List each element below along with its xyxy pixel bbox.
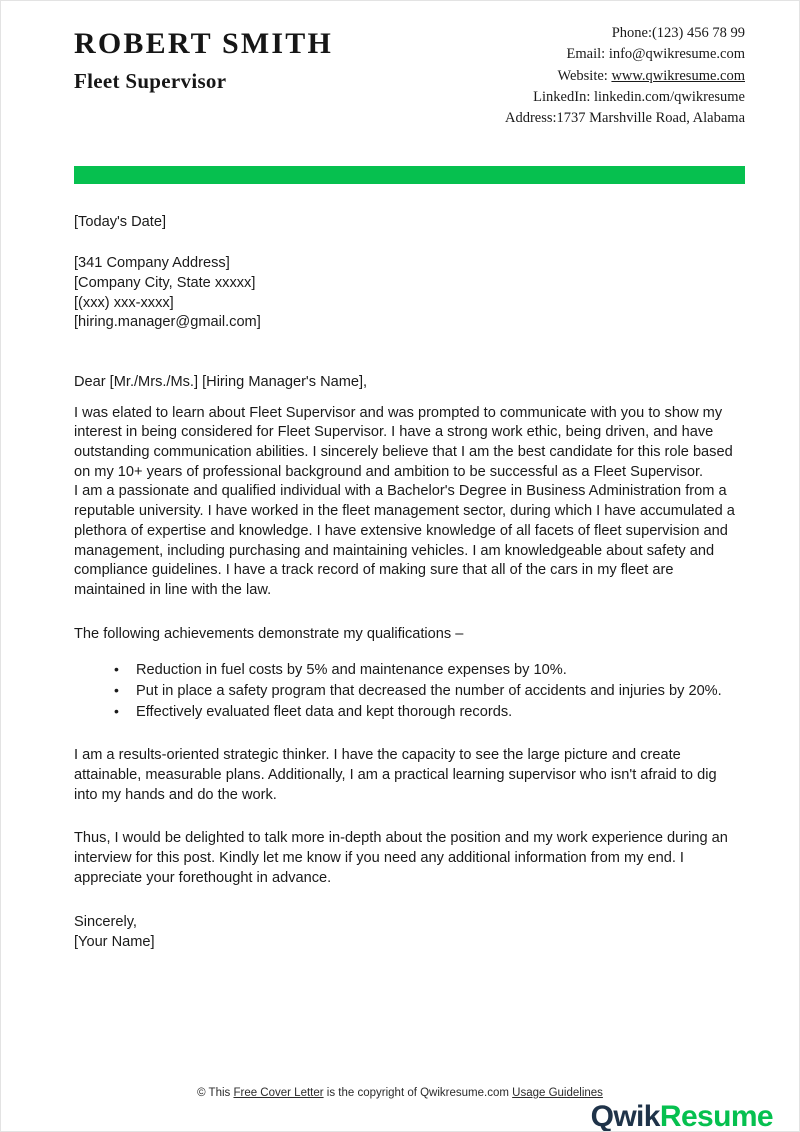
identity-block bbox=[74, 23, 333, 95]
logo-text-qwik: Qwik bbox=[590, 1100, 660, 1132]
paragraph-3: I am a results-oriented strategic thinker. I have the capacity to see the large picture and create attainable, measurable plans. Additionally, I am a practical learning supervisor who isn't afraid to dig into my hands and do the work. bbox=[74, 747, 717, 803]
document-footer bbox=[1, 1080, 799, 1132]
contact-website-link[interactable]: www.qwikresume.com bbox=[611, 67, 745, 84]
recipient-line: [hiring.manager@gmail.com] bbox=[74, 314, 261, 331]
recipient-block bbox=[74, 254, 739, 333]
salutation: Dear [Mr./Mrs./Ms.] [Hiring Manager's Name], bbox=[74, 374, 368, 390]
paragraph-4: Thus, I would be delighted to talk more in-depth about the position and my work experience during an interview for this post. Kindly let me know if you need any additional information from my end. I appreciate your forethought in advance. bbox=[74, 830, 728, 886]
closing-line: Sincerely, bbox=[74, 914, 137, 931]
contact-address: Address:1737 Marshville Road, Alabama bbox=[504, 110, 745, 127]
letter-body bbox=[1, 213, 799, 953]
accent-bar bbox=[74, 166, 745, 184]
footer-copyright bbox=[1, 1087, 799, 1099]
achievements-list bbox=[74, 661, 739, 722]
achievements-intro: The following achievements demonstrate my qualifications – bbox=[74, 625, 464, 642]
signoff-block bbox=[74, 913, 739, 952]
contact-email: Email: info@qwikresume.com bbox=[566, 46, 745, 63]
contact-website bbox=[505, 66, 745, 87]
qwikresume-logo bbox=[591, 1102, 773, 1132]
applicant-name: ROBERT SMITH bbox=[74, 27, 334, 60]
contact-website-label: Website: bbox=[557, 67, 612, 84]
list-item: • Reduction in fuel costs by 5% and maintenance expenses by 10%. bbox=[136, 661, 739, 681]
list-item: • Put in place a safety program that decreased the number of accidents and injuries by 20%. bbox=[136, 682, 739, 702]
footer-copyright-middle: is the copyright of Qwikresume.com bbox=[323, 1087, 513, 1099]
recipient-line: [Company City, State xxxxx] bbox=[74, 274, 256, 291]
document-header bbox=[1, 1, 799, 130]
recipient-line: [(xxx) xxx-xxxx] bbox=[74, 294, 174, 311]
usage-guidelines-link[interactable]: Usage Guidelines bbox=[512, 1087, 603, 1099]
list-item: • Effectively evaluated fleet data and kept thorough records. bbox=[136, 703, 739, 723]
footer-copyright-prefix: © This bbox=[197, 1087, 234, 1099]
signature-name: [Your Name] bbox=[74, 934, 155, 951]
contact-linkedin: LinkedIn: linkedin.com/qwikresume bbox=[533, 88, 745, 105]
logo-text-resume: Resume bbox=[659, 1100, 773, 1132]
letter-date: [Today's Date] bbox=[74, 213, 167, 230]
paragraph-2: I am a passionate and qualified individual with a Bachelor's Degree in Business Administration from a reputable university. I have worked in the fleet management sector, during which I have accumulated a plethora of expertise and knowledge. I have extensive knowledge of all facets of fleet supervision and management, including purchasing and maintaining vehicles. I am knowledgeable about safety and compliance guidelines. I have a track record of making sure that all of the cars in my fleet are maintained in line with the law. bbox=[74, 483, 735, 598]
free-cover-letter-link[interactable]: Free Cover Letter bbox=[233, 1087, 324, 1099]
paragraph-1: I was elated to learn about Fleet Supervisor and was prompted to communicate with you to show my interest in being considered for Fleet Supervisor. I have a strong work ethic, being driven, and have outstanding communication abilities. I sincerely believe that I am the best candidate for this role based on my 10+ years of professional background and ambition to be successful as a Fleet Supervisor. bbox=[74, 404, 733, 480]
contact-phone: Phone:(123) 456 78 99 bbox=[611, 25, 745, 41]
applicant-job-title: Fleet Supervisor bbox=[74, 68, 227, 93]
recipient-line: [341 Company Address] bbox=[74, 255, 230, 272]
contact-details bbox=[505, 23, 745, 130]
